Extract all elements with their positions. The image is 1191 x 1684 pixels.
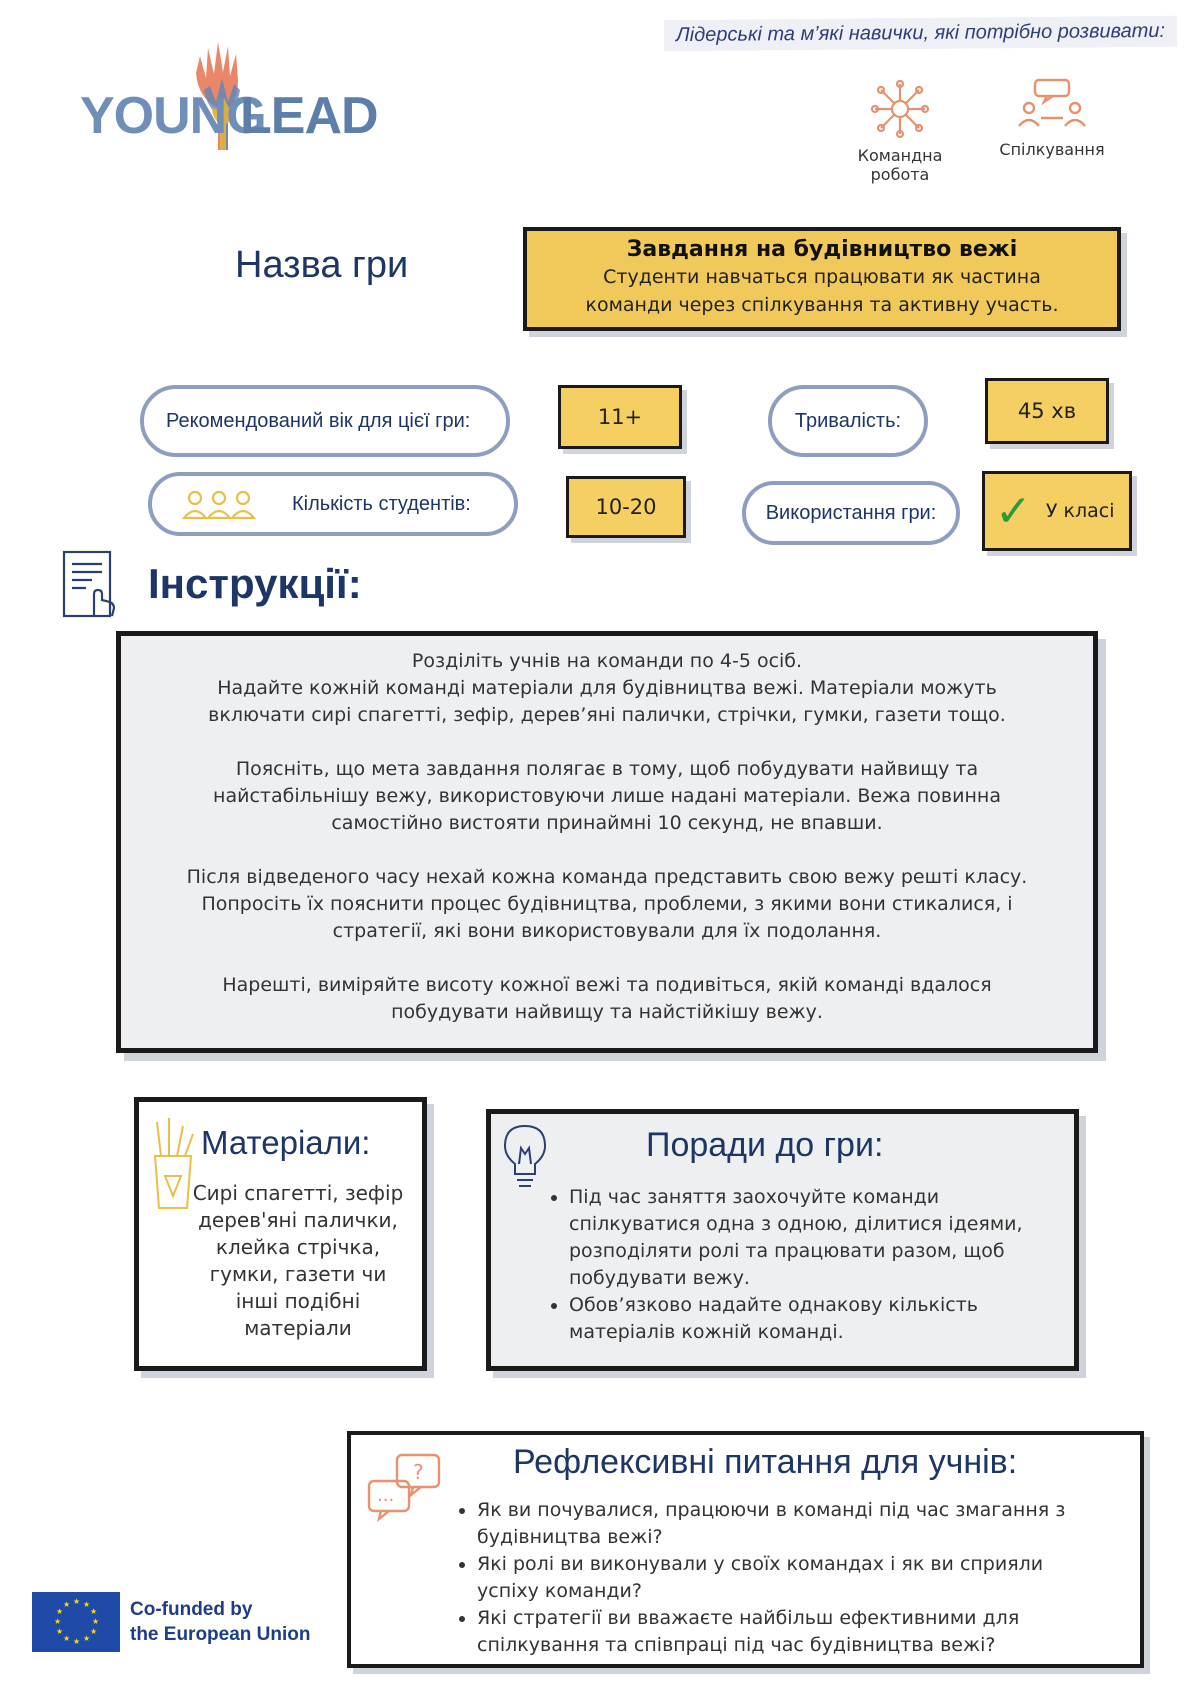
instructions-paragraph [121,756,1093,837]
tip-item: • Під час заняття заохочуйте команди спілкуватися одна з одною, ділитися ідеями, розподіляти ролі та працювати разом, щоб побудувати вежу. [569,1184,1063,1292]
instructions-paragraph [121,648,1093,729]
usage-value: У класі [1045,500,1115,522]
duration-pill [768,385,928,457]
instruction-line: стратегії, які вони використовували для їх подолання. [332,920,882,942]
instruction-line: Попросіть їх пояснити процес будівництва, проблеми, з якими вони стикалися, і [201,893,1013,915]
skills-title: Лідерські та м’які навички, які потрібно розвивати: [664,16,1177,51]
teamwork-icon [869,78,931,140]
svg-text:★: ★ [83,1600,91,1609]
duration-value-badge [985,378,1109,444]
instruction-line: включати сирі спагетті, зефір, дерев’яні палички, стрічки, гумки, газети тощо. [208,704,1006,726]
tips-title: Поради до гри: [646,1126,884,1164]
duration-value: 45 хв [1017,399,1077,423]
materials-line: матеріали [244,1316,352,1340]
svg-text:★: ★ [63,1634,71,1643]
reflection-question: • Які стратегії ви вважаєте найбільш ефективними для спілкування та співпраці під час будівництва вежі? [477,1605,1111,1659]
usage-pill [742,481,960,545]
checkmark-icon: ✓ [995,485,1032,537]
speech-bubbles-icon [367,1453,443,1523]
reflection-question: • Які ролі ви виконували у своїх командах і як ви сприяли успіху команди? [477,1551,1111,1605]
age-value: 11+ [597,405,643,429]
svg-text:?: ? [413,1460,424,1484]
usage-label: Використання гри: [765,501,937,524]
instructions-paragraph [121,972,1093,1026]
logo-young: YOUNG [80,87,266,145]
materials-title: Матеріали: [201,1124,371,1161]
students-group-icon [182,488,256,520]
materials-line: гумки, газети чи [209,1262,387,1286]
skill-label: робота [870,165,930,184]
tips-box [486,1109,1079,1371]
svg-text:★: ★ [63,1600,71,1609]
game-name-label: Назва гри [235,244,409,286]
svg-text:★: ★ [90,1627,98,1636]
instruction-line: Нарешті, виміряйте висоту кожної вежі та подивіться, якій команді вдалося [222,974,992,996]
svg-text:★: ★ [90,1607,98,1616]
svg-text:★: ★ [73,1597,81,1606]
svg-text:★: ★ [92,1617,100,1626]
svg-text:★: ★ [73,1637,81,1646]
usage-value-badge [982,471,1132,551]
skill-communication [987,78,1117,159]
skill-label: Командна [857,146,943,165]
materials-line: клейка стрічка, [215,1235,381,1259]
eu-line: the European Union [130,1624,311,1645]
age-pill [140,385,510,457]
eu-flag-icon [32,1592,120,1652]
svg-text:★: ★ [56,1627,64,1636]
eu-line: Co-funded by [130,1599,253,1620]
students-value-badge [566,476,686,538]
students-pill [148,472,518,536]
svg-text:★: ★ [83,1634,91,1643]
students-value: 10-20 [595,495,657,519]
instruction-line: побудувати найвищу та найстійкішу вежу. [391,1001,823,1023]
materials-line: Сирі спагетті, зефір [192,1181,404,1205]
svg-text:...: ... [377,1485,395,1506]
instructions-title: Інструкції: [148,560,362,607]
skill-teamwork [845,78,955,184]
instruction-line: Розділіть учнів на команди по 4-5 осіб. [411,650,803,672]
reflection-title: Рефлексивні питання для учнів: [513,1443,1018,1481]
instructions-document-icon [62,550,118,620]
reflection-question: • Як ви почувалися, працюючи в команді під час змагання з будівництва вежі? [477,1497,1111,1551]
reflection-box [347,1431,1144,1668]
age-label: Рекомендований вік для цієї гри: [166,409,471,432]
skill-label: Спілкування [999,140,1105,159]
instruction-line: самостійно вистояти принаймні 10 секунд, не впавши. [331,812,883,834]
instruction-line: Поясніть, що мета завдання полягає в тому, щоб побудувати найвищу та [235,758,979,780]
instruction-line: найстабільнішу вежу, використовуючи лише надані матеріали. Вежа повинна [213,785,1001,807]
game-description-line: Студенти навчаться працювати як частина [603,266,1041,288]
game-description-line: команди через спілкування та активну участь. [585,294,1059,316]
instruction-line: Після відведеного часу нехай кожна команда представить свою вежу решті класу. [186,866,1028,888]
tip-item: • Обов’язково надайте однакову кількість матеріалів кожній команді. [569,1292,1063,1346]
instructions-paragraph [121,864,1093,945]
instruction-line: Надайте кожній команді матеріали для будівництва вежі. Матеріали можуть [217,677,997,699]
game-title-box [523,227,1121,331]
materials-line: інші подібні [235,1289,361,1313]
communication-icon [1017,78,1087,134]
young-lead-logo [80,38,378,158]
tips-list [543,1184,1063,1346]
materials-box [134,1097,427,1371]
materials-text [183,1180,413,1342]
svg-text:★: ★ [56,1607,64,1616]
reflection-list [451,1497,1111,1659]
students-label: Кількість студентів: [292,492,471,515]
svg-text:★: ★ [54,1617,62,1626]
duration-label: Тривалість: [794,409,902,432]
game-title: Завдання на будівництво вежі [626,237,1018,262]
instructions-box [116,631,1098,1053]
age-value-badge [558,385,682,449]
lightbulb-icon [499,1122,551,1190]
logo-lead: LEAD [240,87,378,145]
eu-cofunded-text [130,1597,311,1647]
materials-line: дерев'яні палички, [198,1208,398,1232]
